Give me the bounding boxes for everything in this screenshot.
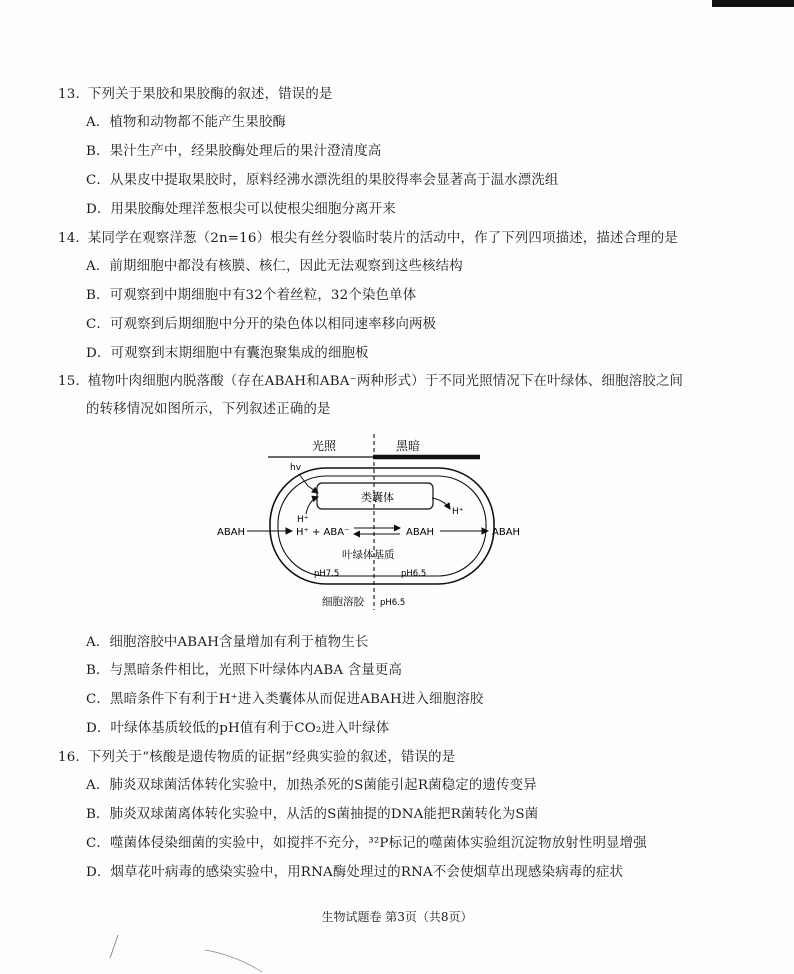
question-15-stem: 15. 植物叶肉细胞内脱落酸（存在ABAH和ABA⁻两种形式）于不同光照情况下在叶绿体、细胞溶胶之间 <box>58 374 684 389</box>
h-plus-left-label: H⁺ <box>297 515 309 525</box>
question-15-option-a: A．细胞溶胶中ABAH含量增加有利于植物生长 <box>86 635 369 650</box>
question-14-stem: 14. 某同学在观察洋葱（2n=16）根尖有丝分裂临时装片的活动中，作了下列四项描述，描述合理的是 <box>58 231 678 246</box>
question-15-option-d: D．叶绿体基质较低的pH值有利于CO₂进入叶绿体 <box>86 721 390 736</box>
ph-left-label: pH7.5 <box>314 569 340 579</box>
ph-right-label: pH6.5 <box>401 569 427 579</box>
question-13-option-b: B．果汁生产中，经果胶酶处理后的果汁澄清度高 <box>86 144 382 159</box>
question-14-option-c: C．可观察到后期细胞中分开的染色体以相同速率移向两极 <box>86 317 437 332</box>
dark-label: 黑暗 <box>396 439 421 453</box>
h-plus-aba-label: H⁺ + ABA⁻ <box>296 527 350 538</box>
cytosol-label: 细胞溶胶 <box>322 596 364 608</box>
page-footer: 生物试题卷 第3页（共8页） <box>321 910 473 924</box>
h-plus-right-label: H⁺ <box>452 507 464 517</box>
abah-outside-left: ABAH <box>217 527 246 538</box>
question-16-option-a: A．肺炎双球菌活体转化实验中，加热杀死的S菌能引起R菌稳定的遗传变异 <box>86 778 537 793</box>
question-13-option-c: C．从果皮中提取果胶时，原料经沸水漂洗组的果胶得率会显著高于温水漂洗组 <box>86 173 559 188</box>
question-13-option-a: A．植物和动物都不能产生果胶酶 <box>86 115 287 130</box>
thylakoid-label: 类囊体 <box>361 491 394 504</box>
question-13-option-d: D．用果胶酶处理洋葱根尖可以使根尖细胞分离开来 <box>86 202 396 217</box>
question-15-option-b: B．与黑暗条件相比，光照下叶绿体内ABA 含量更高 <box>86 663 403 678</box>
question-16-stem: 16. 下列关于“核酸是遗传物质的证据”经典实验的叙述，错误的是 <box>58 750 456 765</box>
question-14-option-b: B．可观察到中期细胞中有32个着丝粒，32个染色单体 <box>86 288 417 303</box>
ph-cytosol-label: pH6.5 <box>380 598 406 608</box>
stroma-label: 叶绿体基质 <box>342 549 395 561</box>
light-label: 光照 <box>312 439 337 453</box>
question-14-option-a: A．前期细胞中都没有核膜、核仁，因此无法观察到这些核结构 <box>86 259 463 274</box>
question-16-option-b: B．肺炎双球菌离体转化实验中，从活的S菌抽提的DNA能把R菌转化为S菌 <box>86 807 539 822</box>
question-15-option-c: C．黑暗条件下有利于H⁺进入类囊体从而促进ABAH进入细胞溶胶 <box>86 692 484 707</box>
abah-outside-right: ABAH <box>492 527 521 538</box>
abah-inside: ABAH <box>406 527 435 538</box>
question-13-stem: 13. 下列关于果胶和果胶酶的叙述，错误的是 <box>58 87 333 102</box>
hv-label: hv <box>290 463 302 473</box>
question-14-option-d: D．可观察到末期细胞中有囊泡聚集成的细胞板 <box>86 346 369 361</box>
question-15-stem-continued: 的转移情况如图所示，下列叙述正确的是 <box>86 402 331 417</box>
question-16-option-d: D．烟草花叶病毒的感染实验中，用RNA酶处理过的RNA不会使烟草出现感染病毒的症状 <box>86 865 624 880</box>
question-16-option-c: C．噬菌体侵染细菌的实验中，如搅拌不充分，³²P标记的噬菌体实验组沉淀物放射性明显增强 <box>86 836 647 851</box>
